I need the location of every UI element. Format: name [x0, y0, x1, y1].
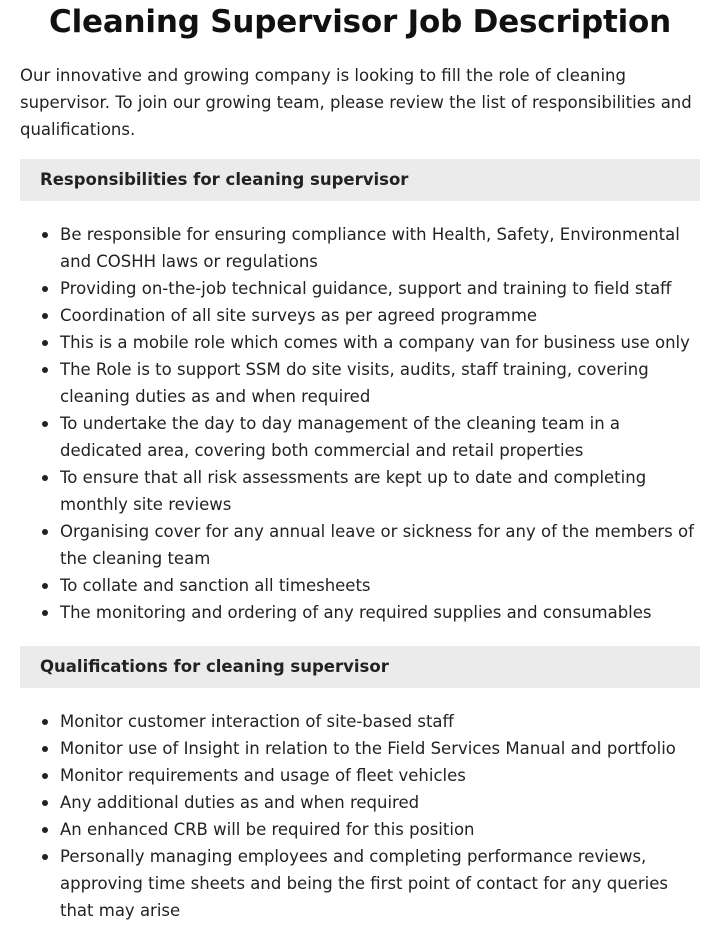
responsibility-item: To ensure that all risk assessments are kept up to date and completing monthly site reviews	[60, 464, 700, 518]
qualification-item: Monitor use of Insight in relation to the Field Services Manual and portfolio	[60, 735, 700, 762]
responsibility-item: Be responsible for ensuring compliance with Health, Safety, Environmental and COSHH laws or regulations	[60, 221, 700, 275]
intro-paragraph: Our innovative and growing company is looking to fill the role of cleaning supervisor. To join our growing team, please review the list of responsibilities and qualifications.	[20, 66, 692, 139]
qualifications-heading: Qualifications for cleaning supervisor	[20, 646, 700, 688]
qualification-item: Any additional duties as and when required	[60, 789, 700, 816]
qualifications-list	[20, 708, 700, 924]
responsibility-item: This is a mobile role which comes with a company van for business use only	[60, 329, 700, 356]
responsibilities-heading: Responsibilities for cleaning supervisor	[20, 159, 700, 201]
responsibility-item: The monitoring and ordering of any required supplies and consumables	[60, 599, 700, 626]
page-title: Cleaning Supervisor Job Description	[49, 4, 671, 40]
qualification-item: Personally managing employees and completing performance reviews, approving time sheets and being the first point of contact for any queries that may arise	[60, 843, 700, 924]
qualification-item: Monitor requirements and usage of fleet vehicles	[60, 762, 700, 789]
responsibility-item: Organising cover for any annual leave or sickness for any of the members of the cleaning team	[60, 518, 700, 572]
responsibility-item: The Role is to support SSM do site visits, audits, staff training, covering cleaning duties as and when required	[60, 356, 700, 410]
responsibility-item: Providing on-the-job technical guidance, support and training to field staff	[60, 275, 700, 302]
qualification-item: Monitor customer interaction of site-based staff	[60, 708, 700, 735]
responsibility-item: To undertake the day to day management of the cleaning team in a dedicated area, covering both commercial and retail properties	[60, 410, 700, 464]
qualification-item: An enhanced CRB will be required for this position	[60, 816, 700, 843]
responsibilities-list	[20, 221, 700, 626]
responsibility-item: Coordination of all site surveys as per agreed programme	[60, 302, 700, 329]
responsibility-item: To collate and sanction all timesheets	[60, 572, 700, 599]
